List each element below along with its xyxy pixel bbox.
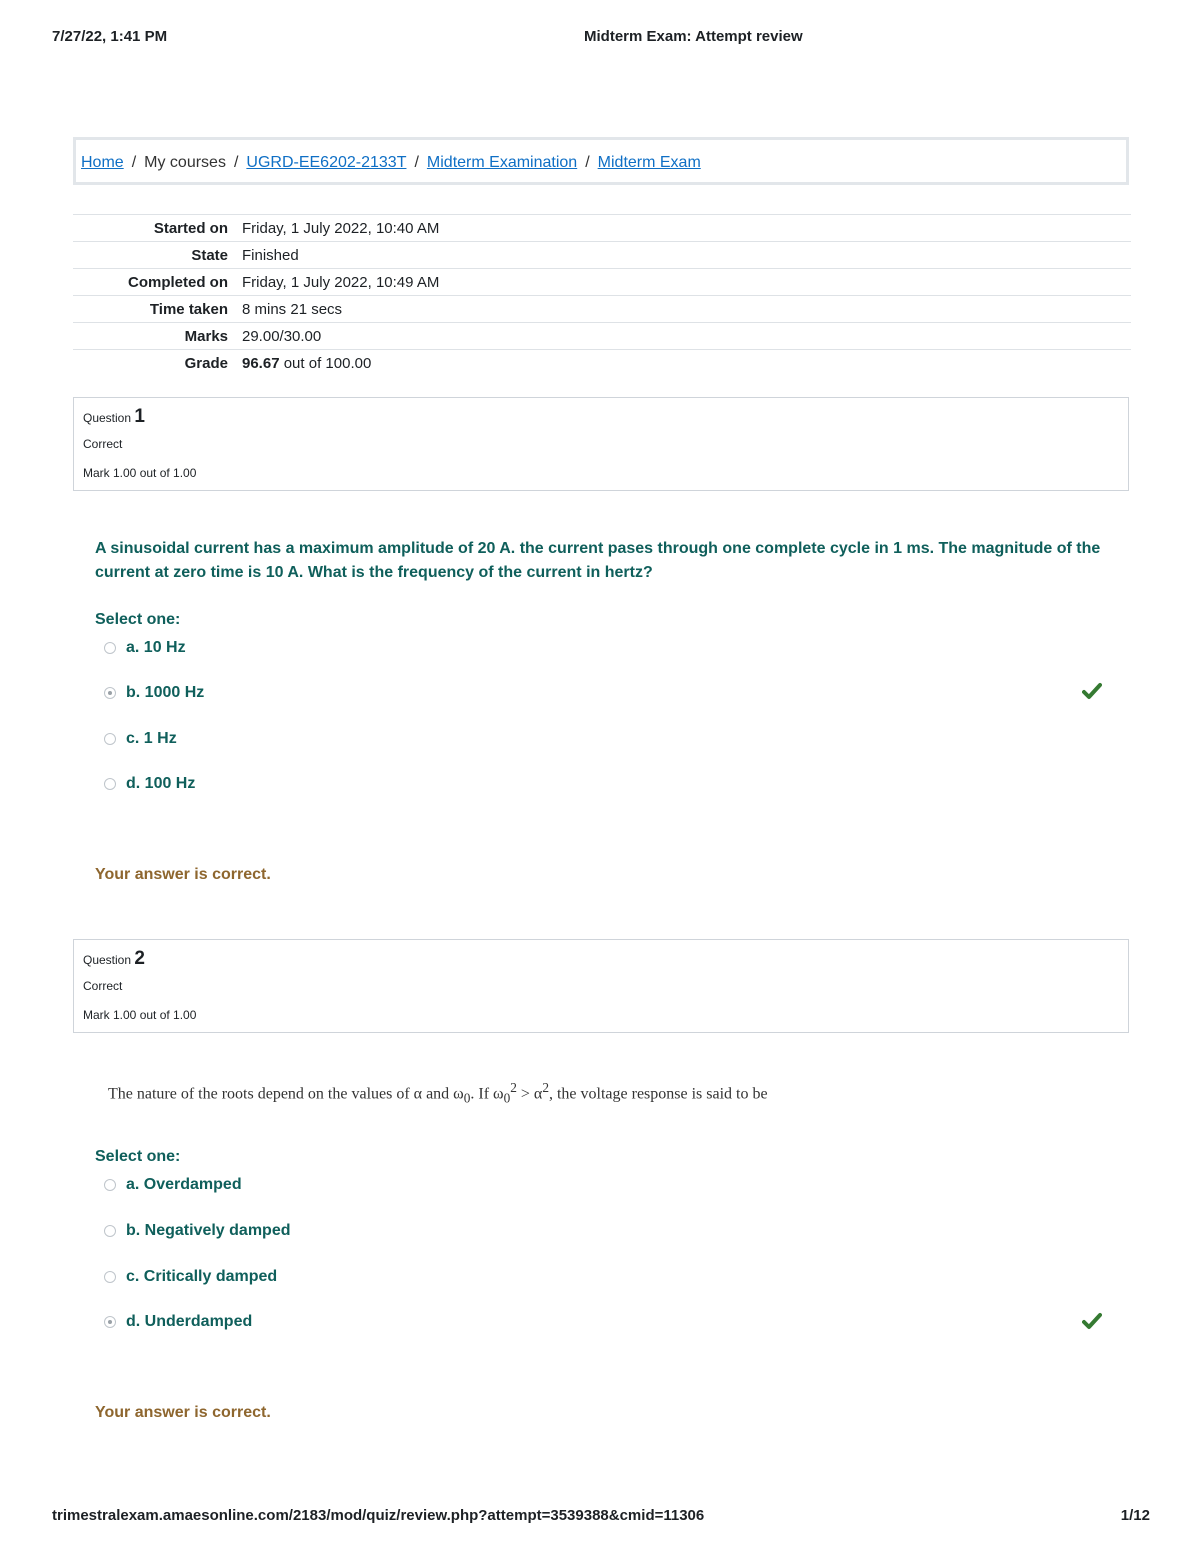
question-number-value: 1 [134, 406, 145, 427]
question-grade: Mark 1.00 out of 1.00 [83, 466, 197, 480]
attempt-summary-table [73, 214, 1131, 376]
breadcrumb [81, 154, 701, 172]
summary-label: Completed on [73, 269, 242, 296]
question-number [83, 948, 145, 970]
radio-button[interactable] [104, 642, 116, 654]
question-text-sup: 2 [510, 1080, 517, 1095]
answer-option[interactable] [104, 775, 195, 797]
answer-feedback: Your answer is correct. [95, 1404, 271, 1421]
question-text-part: The nature of the roots depend on the values of α and ω [108, 1085, 464, 1103]
question-text-1: A sinusoidal current has a maximum amplitude of 20 A. the current pases through one complete cycle in 1 ms. The magnitude of the current at zero time is 10 A. What is the frequency of the current in hertz? [95, 540, 1101, 581]
radio-button[interactable] [104, 1271, 116, 1283]
breadcrumb-section-link[interactable]: Midterm Examination [426, 154, 578, 171]
grade-score: 96.67 [242, 354, 280, 372]
print-date: 7/27/22, 1:41 PM [52, 28, 168, 45]
summary-label: State [73, 242, 242, 269]
question-text-part: , the voltage response is said to be [548, 1085, 768, 1103]
print-url: trimestralexam.amaesonline.com/2183/mod/quiz/review.php?attempt=3539388&cmid=11306 [52, 1507, 705, 1524]
radio-button-selected[interactable] [104, 1316, 116, 1328]
print-title: Midterm Exam: Attempt review [584, 28, 803, 45]
breadcrumb-quiz-link[interactable]: Midterm Exam [597, 154, 701, 171]
print-header [52, 28, 1150, 48]
breadcrumb-container [73, 137, 1129, 185]
answer-option[interactable] [104, 684, 204, 706]
breadcrumb-separator: / [414, 154, 419, 171]
summary-label: Marks [73, 323, 242, 350]
radio-button-selected[interactable] [104, 687, 116, 699]
question-text-part: . If ω [470, 1085, 504, 1103]
question-state: Correct [83, 979, 123, 993]
summary-value: 8 mins 21 secs [242, 296, 1131, 323]
answer-option-label: b. 1000 Hz [126, 684, 205, 701]
question-grade: Mark 1.00 out of 1.00 [83, 1008, 197, 1022]
answer-option-label: b. Negatively damped [126, 1222, 291, 1239]
select-one-label: Select one: [95, 1148, 181, 1165]
question-number-value: 2 [134, 948, 145, 969]
radio-button[interactable] [104, 778, 116, 790]
select-one-label: Select one: [95, 611, 181, 628]
question-text-sub: 0 [503, 1090, 511, 1106]
summary-label: Time taken [73, 296, 242, 323]
answer-option-label: a. 10 Hz [126, 639, 186, 656]
question-info-1 [73, 397, 1129, 491]
question-label: Question [83, 411, 132, 425]
correct-check-icon [1082, 1311, 1102, 1331]
breadcrumb-my-courses: My courses [144, 154, 226, 171]
summary-label: Started on [73, 215, 242, 242]
question-number [83, 406, 145, 428]
answer-option-label: d. 100 Hz [126, 775, 196, 792]
question-text-part: > α [516, 1085, 543, 1103]
radio-button[interactable] [104, 733, 116, 745]
correct-check-icon [1082, 681, 1102, 701]
breadcrumb-course-link[interactable]: UGRD-EE6202-2133T [246, 154, 407, 171]
answer-option[interactable] [104, 1176, 242, 1198]
answer-option[interactable] [104, 639, 186, 661]
question-text-sup: 2 [542, 1080, 549, 1095]
summary-value: 29.00/30.00 [242, 323, 1131, 350]
print-page-number: 1/12 [1120, 1507, 1150, 1524]
breadcrumb-separator: / [233, 154, 239, 171]
breadcrumb-home-link[interactable]: Home [81, 154, 124, 171]
answer-option-label: a. Overdamped [126, 1176, 242, 1193]
summary-value: Friday, 1 July 2022, 10:40 AM [242, 215, 1131, 242]
answer-option[interactable] [104, 730, 177, 752]
radio-button[interactable] [104, 1225, 116, 1237]
summary-row-state [73, 242, 1131, 269]
summary-value: Finished [242, 242, 1131, 269]
summary-value [242, 350, 1131, 377]
answer-option-label: c. Critically damped [126, 1268, 278, 1285]
answer-option-label: c. 1 Hz [126, 730, 177, 747]
summary-row-time [73, 296, 1131, 323]
summary-row-marks [73, 323, 1131, 350]
summary-value: Friday, 1 July 2022, 10:49 AM [242, 269, 1131, 296]
radio-button[interactable] [104, 1179, 116, 1191]
breadcrumb-separator: / [131, 154, 137, 171]
summary-label: Grade [73, 350, 242, 377]
print-footer [52, 1507, 1150, 1527]
answer-option[interactable] [104, 1313, 252, 1335]
breadcrumb-separator: / [585, 154, 590, 171]
question-text-sub: 0 [463, 1090, 471, 1106]
grade-out-of: out of 100.00 [283, 354, 372, 372]
answer-option[interactable] [104, 1268, 277, 1290]
answer-option-label: d. Underdamped [126, 1313, 253, 1330]
question-label: Question [83, 953, 132, 967]
summary-row-started [73, 215, 1131, 242]
answer-option[interactable] [104, 1222, 291, 1244]
summary-row-completed [73, 269, 1131, 296]
question-text-2 [108, 1078, 868, 1109]
question-state: Correct [83, 437, 123, 451]
question-info-2 [73, 939, 1129, 1033]
answer-feedback: Your answer is correct. [95, 866, 271, 883]
summary-row-grade [73, 350, 1131, 377]
